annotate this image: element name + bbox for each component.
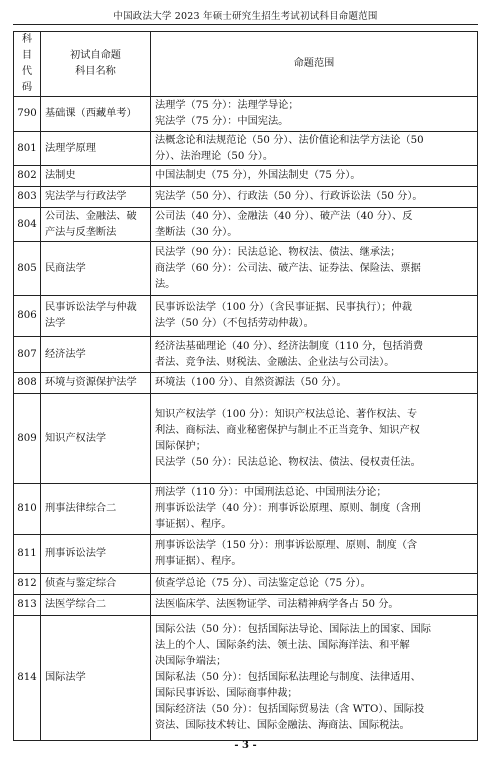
exam-scope-line: 法医临床学、法医物证学、司法精神病学各占 50 分。 [155, 599, 399, 610]
exam-scope [151, 574, 478, 595]
exam-scope-table [13, 31, 478, 741]
exam-scope [151, 616, 478, 741]
exam-scope-line: 资法、国际技术转让、国际金融法、海商法、国际税法。 [155, 720, 410, 731]
subject-name-line: 经济法学 [45, 348, 86, 360]
table-row [14, 296, 478, 337]
exam-scope-line: 国际民事诉讼、国际商事仲裁； [155, 688, 298, 699]
table-row [14, 373, 478, 394]
subject-name [41, 373, 151, 394]
exam-scope-line: 决国际争端法； [155, 656, 227, 667]
exam-scope-line: 国际公法（50 分）：包括国际法导论、国际法上的国家、国际 [155, 624, 431, 635]
subject-name [41, 166, 151, 187]
table-row [14, 337, 478, 373]
subject-code: 790 [14, 97, 41, 132]
exam-scope [151, 187, 478, 208]
exam-scope-line: 刑事证据）、程序。 [155, 556, 242, 567]
exam-scope-line: 刑法学（110 分）：中国刑法总论、中国刑法分论； [155, 487, 387, 498]
header-scope: 命题范围 [151, 32, 478, 97]
subject-name-line: 环境与资源保护法学 [45, 377, 137, 388]
header-name-line: 初试自命题 [70, 50, 121, 61]
exam-scope [151, 208, 478, 242]
exam-scope-line: 利法、商标法、商业秘密保护与制止不正当竞争、知识产权 [155, 424, 420, 436]
table-row [14, 242, 478, 296]
exam-scope-line: 垄断法（30 分）。 [155, 226, 238, 238]
subject-name [41, 337, 151, 373]
subject-code: 814 [14, 616, 41, 741]
subject-name [41, 574, 151, 595]
subject-name [41, 132, 151, 166]
subject-name-line: 侦查与鉴定综合 [45, 578, 117, 589]
exam-scope-line: 法理学（75 分）：法理学导论； [155, 100, 299, 111]
exam-scope-line: 者法、竞争法、财税法、金融法、企业法与公司法）。 [155, 356, 395, 368]
table-row [14, 208, 478, 242]
exam-scope-line: 法。 [155, 278, 176, 290]
subject-name-line: 公司法、金融法、破 [45, 210, 137, 222]
exam-scope-line: 民法学（50 分）：民法总论、物权法、债法、侵权责任法。 [155, 456, 421, 468]
table-row [14, 166, 478, 187]
subject-code: 805 [14, 242, 41, 296]
table-body [14, 97, 478, 741]
table-row [14, 187, 478, 208]
subject-name-line: 法理学原理 [45, 142, 96, 154]
exam-scope-line: 民事诉讼法学（100 分）（含民事证据、民事执行）；仲裁 [155, 302, 412, 313]
subject-name-line: 国际法学 [45, 672, 86, 683]
exam-scope-line: 民法学（90 分）：民法总论、物权法、债法、继承法； [155, 246, 401, 258]
exam-scope [151, 595, 478, 616]
subject-name [41, 187, 151, 208]
subject-code: 802 [14, 166, 41, 187]
exam-scope-line: 国际保护； [155, 440, 206, 452]
exam-scope [151, 166, 478, 187]
exam-scope [151, 373, 478, 394]
subject-name-line: 刑事法律综合二 [45, 503, 117, 514]
subject-name-line: 宪法学与行政法学 [45, 191, 127, 202]
table-row [14, 574, 478, 595]
exam-scope-line: 法上的个人、国际条约法、领土法、国际海洋法、和平解 [155, 640, 410, 651]
subject-name [41, 296, 151, 337]
subject-name [41, 484, 151, 535]
subject-name-line: 民事诉讼法学与仲裁 [45, 302, 137, 313]
subject-name [41, 97, 151, 132]
table-row [14, 97, 478, 132]
exam-scope [151, 296, 478, 337]
subject-code: 808 [14, 373, 41, 394]
header-divider [13, 24, 478, 25]
subject-code: 803 [14, 187, 41, 208]
subject-name [41, 208, 151, 242]
subject-code: 801 [14, 132, 41, 166]
exam-scope-line: 刑事诉讼法学（40 分）：刑事诉讼原理、原则、制度（含刑 [155, 503, 421, 514]
exam-scope-line: 国际经济法（50 分）：包括国际贸易法（含 WTO）、国际投 [155, 704, 425, 715]
header-code [14, 32, 41, 97]
exam-scope-line: 法学（50 分）（不包括劳动仲裁）。 [155, 318, 314, 329]
table-row [14, 535, 478, 574]
exam-scope [151, 394, 478, 484]
exam-scope [151, 337, 478, 373]
subject-name [41, 616, 151, 741]
exam-scope-line: 商法学（60 分）：公司法、破产法、证券法、保险法、票据 [155, 262, 421, 274]
exam-scope-line: 经济法基础理论（40 分）、经济法制度（110 分，包括消费 [155, 340, 424, 352]
exam-scope-line: 公司法（40 分）、金融法（40 分）、破产法（40 分）、反 [155, 210, 413, 222]
subject-code: 809 [14, 394, 41, 484]
exam-scope [151, 535, 478, 574]
exam-scope-line: 分）、法治理论（50 分）。 [155, 150, 274, 162]
exam-scope [151, 132, 478, 166]
subject-name [41, 595, 151, 616]
subject-code: 807 [14, 337, 41, 373]
header-code-line: 科目 [21, 34, 33, 61]
exam-scope-line: 事证据）、程序。 [155, 519, 232, 530]
subject-name [41, 535, 151, 574]
exam-scope-line: 宪法学（75 分）：中国宪法。 [155, 116, 289, 127]
exam-scope [151, 242, 478, 296]
subject-name [41, 242, 151, 296]
header-code-line: 代码 [21, 66, 33, 93]
page-header: 中国政法大学 2023 年硕士研究生招生考试初试科目命题范围 [113, 11, 378, 22]
table-row [14, 394, 478, 484]
subject-name [41, 394, 151, 484]
exam-scope-line: 环境法（100 分）、自然资源法（50 分）。 [155, 377, 347, 388]
table-row [14, 595, 478, 616]
subject-code: 811 [14, 535, 41, 574]
subject-name-line: 法学 [45, 318, 66, 329]
table-row [14, 616, 478, 741]
page-number: - 3 - [234, 740, 257, 751]
exam-scope-line: 宪法学（50 分）、行政法（50 分）、行政诉讼法（50 分）。 [155, 191, 423, 202]
subject-code: 806 [14, 296, 41, 337]
exam-scope [151, 484, 478, 535]
subject-code: 810 [14, 484, 41, 535]
exam-scope-line: 刑事诉讼法学（150 分）：刑事诉讼原理、原则、制度（含 [155, 540, 418, 551]
subject-name-line: 基础课（西藏单考） [45, 108, 137, 119]
table-header [14, 32, 478, 97]
subject-code: 813 [14, 595, 41, 616]
exam-scope-line: 侦查学总论（75 分）、司法鉴定总论（75 分）。 [155, 578, 371, 589]
subject-name-line: 法医学综合二 [45, 599, 107, 610]
table-row [14, 132, 478, 166]
subject-name-line: 刑事诉讼法学 [45, 548, 107, 559]
subject-name-line: 法制史 [45, 170, 76, 181]
exam-scope [151, 97, 478, 132]
table-row [14, 484, 478, 535]
subject-name-line: 民商法学 [45, 262, 86, 274]
subject-name-line: 知识产权法学 [45, 432, 107, 444]
subject-name-line: 产法与反垄断法 [45, 226, 117, 238]
header-name [41, 32, 151, 97]
exam-scope-line: 知识产权法学（100 分）：知识产权法总论、著作权法、专 [155, 408, 418, 420]
subject-code: 804 [14, 208, 41, 242]
exam-scope-line: 中国法制史（75 分），外国法制史（75 分）。 [155, 170, 361, 181]
header-name-line: 科目名称 [75, 66, 116, 77]
subject-code: 812 [14, 574, 41, 595]
exam-scope-line: 法概念论和法规范论（50 分）、法价值论和法学方法论（50 [155, 134, 424, 146]
exam-scope-line: 国际私法（50 分）：包括国际私法理论与制度、法律适用、 [155, 672, 421, 683]
